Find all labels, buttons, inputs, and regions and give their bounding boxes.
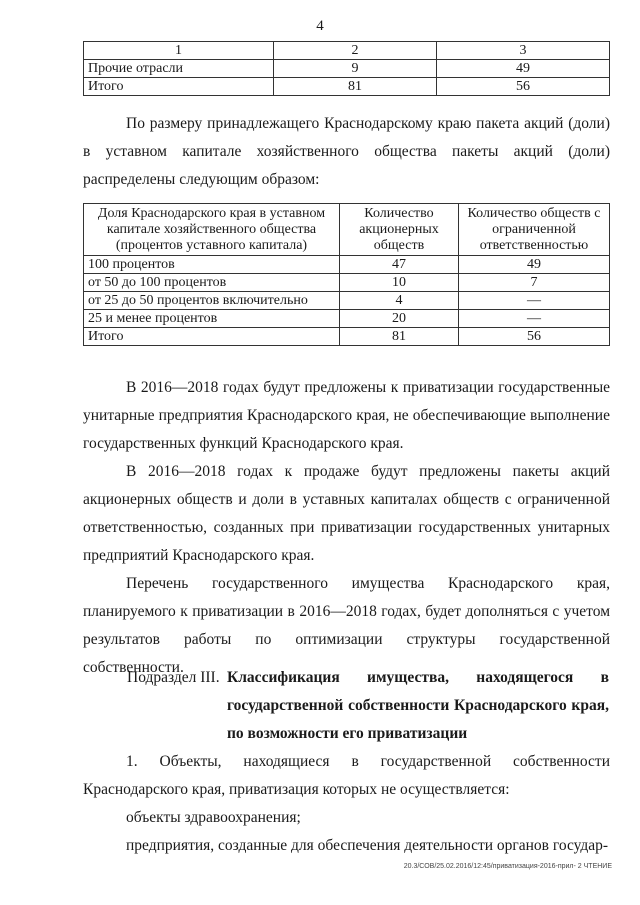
paragraph-property-list: Перечень государственного имущества Краснодарского края, планируемого к приватизации в 2016—2018 годах, будет дополняться с учетом результатов работы по оптимизации структуры государственной собственности. <box>83 575 610 676</box>
table-cell: 49 <box>459 256 610 274</box>
table-cell: — <box>459 292 610 310</box>
table-cell: 7 <box>459 274 610 292</box>
paragraph-shares-sale: В 2016—2018 годах к продаже будут предложены пакеты акций акционерных обществ и доли в уставных капиталах обществ с ограниченной ответственностью, созданных при приватизации государственных унитарных предприятий Краснодарского края. <box>83 463 610 564</box>
table-header-cell: Доля Краснодарского края в уставном капитале хозяйственного общества (процентов уставного капитала) <box>84 204 340 256</box>
table-header-row <box>84 204 610 256</box>
table-header-cell: Количество акционерных обществ <box>340 204 459 256</box>
table-row <box>84 328 610 346</box>
table-cell: 81 <box>340 328 459 346</box>
table-row <box>84 78 610 96</box>
table-header-row <box>84 42 610 60</box>
table-cell: 100 процентов <box>84 256 340 274</box>
list-item-healthcare: объекты здравоохранения; <box>126 809 301 826</box>
table-cell: от 50 до 100 процентов <box>84 274 340 292</box>
table-row <box>84 256 610 274</box>
table-cell: 56 <box>437 78 610 96</box>
table-cell: — <box>459 310 610 328</box>
table-row <box>84 274 610 292</box>
paragraph-unitary-enterprises: В 2016—2018 годах будут предложены к приватизации государственные унитарные предприятия Краснодарского края, не обеспечивающие выполнение государственных функций Краснодарского края. <box>83 379 610 452</box>
table-cell: 20 <box>340 310 459 328</box>
table-header-cell: 1 <box>84 42 274 60</box>
table-cell: 4 <box>340 292 459 310</box>
table-header-cell: Количество обществ с ограниченной ответственностью <box>459 204 610 256</box>
table-row <box>84 292 610 310</box>
table-header-cell: 3 <box>437 42 610 60</box>
table-cell: 9 <box>274 60 437 78</box>
table-cell: Прочие отрасли <box>84 60 274 78</box>
page-number: 4 <box>316 18 324 34</box>
subsection-label: Подраздел III. <box>127 669 220 686</box>
table-cell: 81 <box>274 78 437 96</box>
table-header-cell: 2 <box>274 42 437 60</box>
industry-table <box>83 41 610 96</box>
table-cell: Итого <box>84 328 340 346</box>
table-cell: 25 и менее процентов <box>84 310 340 328</box>
table-row <box>84 310 610 328</box>
table-row <box>84 60 610 78</box>
paragraph-objects-not-privatized: 1. Объекты, находящиеся в государственной собственности Краснодарского края, приватизация которых не осуществляется: <box>83 753 610 798</box>
list-item-enterprises: предприятия, созданные для обеспечения деятельности органов государ- <box>126 837 609 854</box>
table-cell: 49 <box>437 60 610 78</box>
table-cell: 56 <box>459 328 610 346</box>
paragraph-share-distribution: По размеру принадлежащего Краснодарскому краю пакета акций (доли) в уставном капитале хозяйственного общества пакеты акций (доли) распределены следующим образом: <box>83 115 610 188</box>
table-cell: от 25 до 50 процентов включительно <box>84 292 340 310</box>
table-cell: Итого <box>84 78 274 96</box>
share-distribution-table <box>83 203 610 346</box>
document-footer: 20.3/СОВ/25.02.2016/12:45/приватизация-2016-прил- 2 ЧТЕНИЕ <box>403 863 612 870</box>
table-cell: 47 <box>340 256 459 274</box>
subsection-title: Классификация имущества, находящегося в государственной собственности Краснодарского края, по возможности его приватизации <box>227 669 609 742</box>
table-cell: 10 <box>340 274 459 292</box>
